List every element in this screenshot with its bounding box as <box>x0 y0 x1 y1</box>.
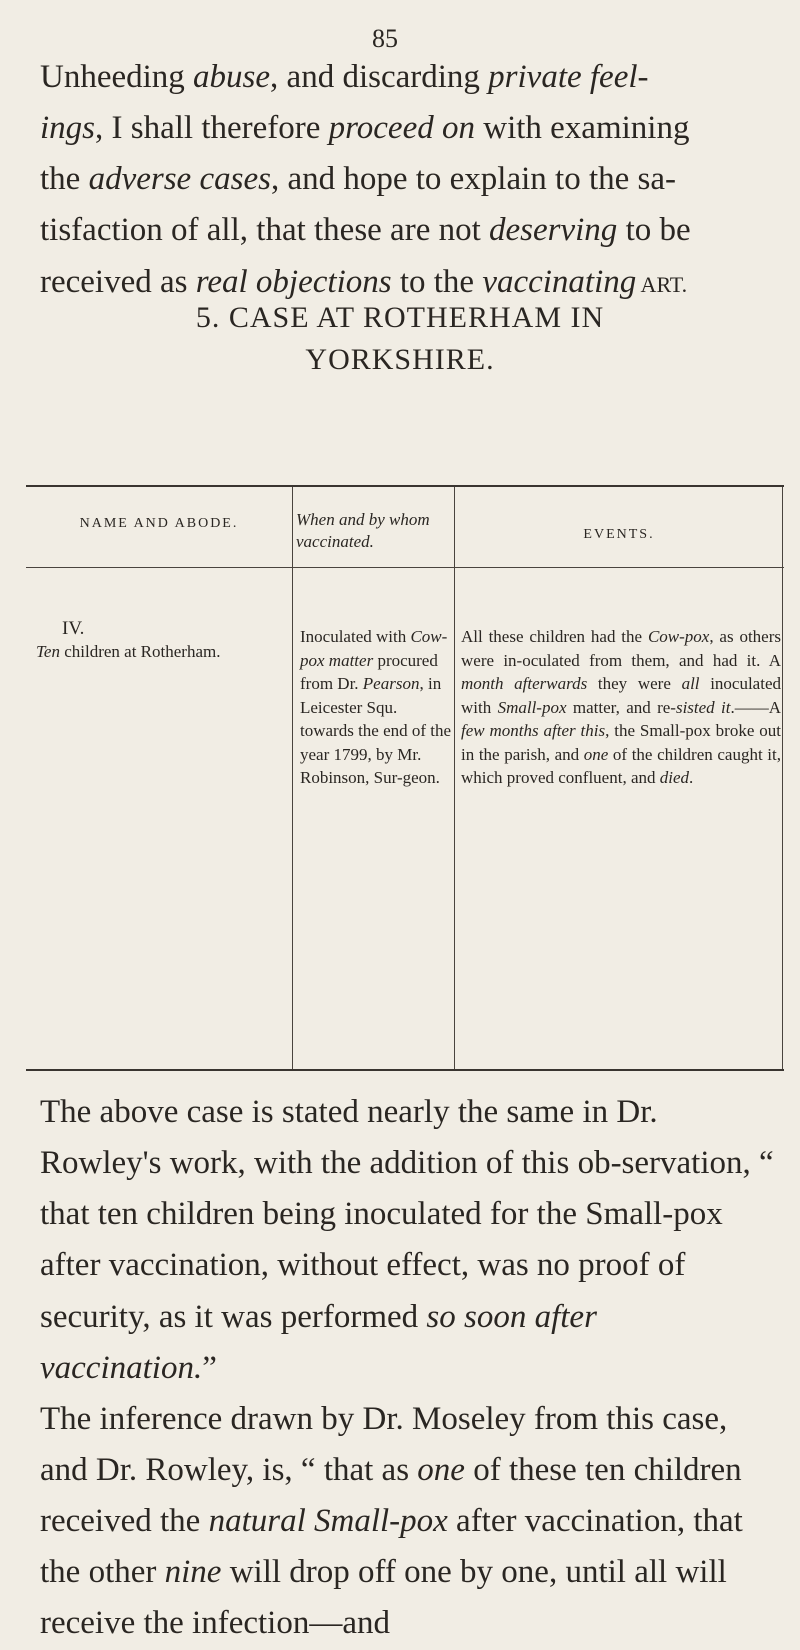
intro-paragraph: Unheeding abuse, and discarding private feel- ings, I shall therefore proceed on with examining the adverse cases, and hope to explain to the sa- tisfaction of all, that these are not deserving to be received as real objections to the vaccinating ART. <box>40 59 691 300</box>
page-number: 85 <box>372 24 398 53</box>
column-divider <box>454 487 455 1069</box>
body-text <box>40 1087 780 1650</box>
case-subheading: YORKSHIRE. <box>305 343 495 376</box>
case-number: IV. <box>62 618 85 639</box>
column-divider <box>292 487 293 1069</box>
case-table <box>26 485 784 1071</box>
cell-when-by-whom: Inoculated with Cow-pox matter procured from Dr. Pearson, in Leicester Squ. towards the end of the year 1799, by Mr. Robinson, Sur-geon. <box>300 627 452 787</box>
header-rule <box>26 567 784 568</box>
body-paragraph-1: The above case is stated nearly the same in Dr. Rowley's work, with the addition of this ob-servation, “ that ten children being inoculated for the Small-pox after vaccination, without effect, was no proof of security, as it was performed so soon after vaccination.” <box>40 1094 774 1386</box>
header-name-abode: NAME AND ABODE. <box>79 516 239 531</box>
header-events: EVENTS. <box>583 527 655 542</box>
header-when-by-whom: When and by whom vaccinated. <box>296 510 430 551</box>
cell-name-abode: IV. Ten children at Rotherham. <box>36 617 286 663</box>
cell-events: All these children had the Cow-pox, as others were in-oculated from them, and had it. A month afterwards they were all inoculated with Small-pox matter, and re-sisted it.——A few months after this, the Small-pox broke out in the parish, and one of the children caught it, which proved confluent, and died. <box>461 627 781 787</box>
column-divider <box>782 487 783 1069</box>
body-paragraph-2: The inference drawn by Dr. Moseley from this case, and Dr. Rowley, is, “ that as one of these ten children received the natural Small-pox after vaccination, that the other nine will drop off one by one, until all will receive the infection—and <box>40 1400 743 1642</box>
case-heading: 5. CASE AT ROTHERHAM IN <box>195 301 605 334</box>
